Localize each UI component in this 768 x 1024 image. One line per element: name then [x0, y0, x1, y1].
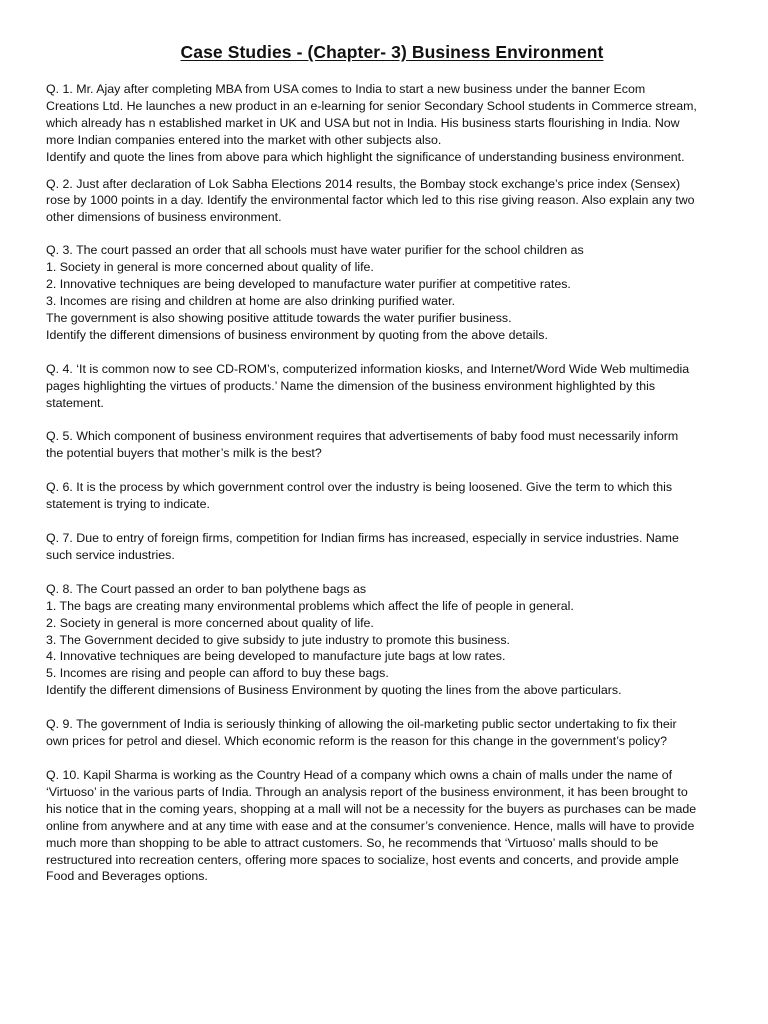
question-10-text: Q. 10. Kapil Sharma is working as the Country Head of a company which owns a chain of malls under the name of ‘Virtuoso’ in the various parts of India. Through an analysis report of the business environment, it has been brought to his notice that in the coming years, shopping at a mall will not be a necessity for the buyers as purchases can be made online from anywhere and at any time with ease and at the consumer’s convenience. Hence, malls will have to provide much more than shopping to be able to attract customers. So, he recommends that ‘Virtuoso’ malls should to be restructured into recreation centers, offering more spaces to socialize, host events and concerts, and provide ample Food and Beverages options.	[46, 768, 697, 884]
question-3-text: Q. 3. The court passed an order that all schools must have water purifier for the school children as	[46, 243, 584, 258]
question-9-text: Q. 9. The government of India is seriously thinking of allowing the oil-marketing public sector undertaking to fix their own prices for petrol and diesel. Which economic reform is the reason for this change in the government’s policy?	[46, 717, 677, 749]
question-8	[46, 581, 698, 699]
question-2	[46, 176, 698, 227]
question-7-text: Q. 7. Due to entry of foreign firms, competition for Indian firms has increased, especially in service industries. Name such service industries.	[46, 531, 679, 562]
question-5-text: Q. 5. Which component of business environment requires that advertisements of baby food must necessarily inform the potential buyers that mother’s milk is the best?	[46, 429, 679, 461]
question-6	[46, 479, 698, 513]
question-1-instruction: Identify and quote the lines from above para which highlight the significance of understanding business environment.	[46, 149, 685, 164]
question-6-text: Q. 6. It is the process by which government control over the industry is being loosened. Give the term to which this statement is trying to indicate.	[46, 480, 673, 512]
question-8-instruction: Identify the different dimensions of Business Environment by quoting the lines from the above particulars.	[46, 683, 622, 698]
question-8-point-1: 1. The bags are creating many environmental problems which affect the life of people in general.	[46, 598, 574, 613]
question-3-point-1: 1. Society in general is more concerned about quality of life.	[46, 260, 374, 275]
question-8-point-3: 3. The Government decided to give subsidy to jute industry to promote this business.	[46, 632, 510, 647]
question-1-text: Q. 1. Mr. Ajay after completing MBA from USA comes to India to start a new business under the banner Ecom Creations Ltd. He launches a new product in an e-learning for senior Secondary School students in Commerce stream, which already has n established market in UK and USA but not in India. His business starts flourishing in India. Now more Indian companies entered into the market with other subjects also.	[46, 82, 697, 147]
question-3-point-3: 3. Incomes are rising and children at home are also drinking purified water.	[46, 293, 456, 308]
question-4-text: Q. 4. ‘It is common now to see CD-ROM’s, computerized information kiosks, and Internet/Word Wide Web multimedia pages highlighting the virtues of products.’ Name the dimension of the business environment highlighted by this statement.	[46, 361, 690, 410]
question-8-point-4: 4. Innovative techniques are being developed to manufacture jute bags at low rates.	[46, 649, 506, 664]
question-3-point-2: 2. Innovative techniques are being developed to manufacture water purifier at competitive rates.	[46, 277, 571, 292]
page-title: Case Studies - (Chapter- 3) Business Environment	[180, 42, 604, 62]
question-8-point-2: 2. Society in general is more concerned about quality of life.	[46, 615, 374, 630]
question-3-instruction: Identify the different dimensions of business environment by quoting from the above details.	[46, 327, 548, 342]
question-3-note: The government is also showing positive attitude towards the water purifier business.	[46, 310, 512, 325]
question-1	[46, 81, 698, 166]
question-9	[46, 716, 698, 750]
question-4	[46, 361, 698, 412]
question-5	[46, 428, 698, 462]
question-3	[46, 242, 698, 343]
question-7	[46, 530, 698, 564]
question-8-point-5: 5. Incomes are rising and people can afford to buy these bags.	[46, 666, 389, 681]
question-8-text: Q. 8. The Court passed an order to ban polythene bags as	[46, 581, 367, 596]
question-10	[46, 767, 698, 885]
question-2-text: Q. 2. Just after declaration of Lok Sabha Elections 2014 results, the Bombay stock exchange’s price index (Sensex) rose by 1000 points in a day. Identify the environmental factor which led to this rise giving reason. Also explain any two other dimensions of business environment.	[46, 176, 695, 225]
